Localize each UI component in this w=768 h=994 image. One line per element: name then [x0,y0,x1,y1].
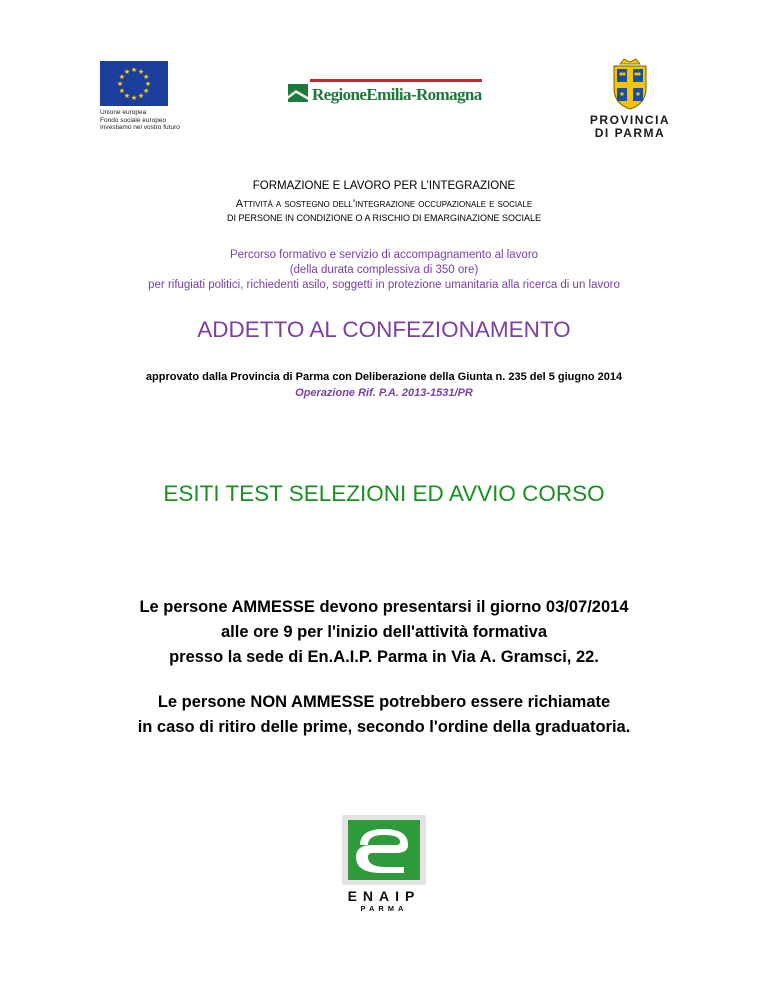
header-line-1: FORMAZIONE E LAVORO PER L’INTEGRAZIONE [252,180,516,192]
regione-red-line [310,79,482,82]
eu-caption [100,109,180,132]
provincia-text [578,114,682,139]
eu-star-icon: ★ [137,93,145,101]
results-title: ESITI TEST SELEZIONI ED AVVIO CORSO [163,481,605,506]
admitted-line: presso la sede di En.A.I.P. Parma in Via A. Gramsci, 22. [169,648,599,666]
regione-text: RegioneEmilia-Romagna [312,85,482,104]
eu-logo [100,61,180,132]
enaip-mark-icon [342,815,426,885]
eu-star-icon: ★ [118,88,126,95]
eu-star-icon: ★ [144,81,152,88]
not-admitted-line: in caso di ritiro delle prime, secondo l'ordine della graduatoria. [137,718,631,736]
eu-star-icon: ★ [130,95,138,102]
enaip-logo [338,815,430,915]
eu-star-icon: ★ [137,68,145,76]
course-description-line: Percorso formativo e servizio di accompagnamento al lavoro [229,249,539,261]
operation-reference: Operazione Rif. P.A. 2013-1531/PR [295,387,473,399]
eu-star-icon: ★ [123,68,131,76]
eu-caption-line: Unione europea [100,109,147,116]
eu-stars-icon [100,61,168,106]
provincia-line: DI PARMA [594,125,666,140]
eu-flag-icon [100,61,168,106]
course-description [0,248,768,293]
provincia-crest-icon [610,58,650,110]
eu-caption-line: Fondo sociale europeo [100,116,167,124]
approval-note: approvato dalla Provincia di Parma con Deliberazione della Giunta n. 235 del 5 giugno 2014 [145,371,623,383]
eu-star-icon: ★ [118,74,126,81]
admitted-line: Le persone AMMESSE devono presentarsi il giorno 03/07/2014 [139,598,629,616]
eu-star-icon: ★ [116,81,124,88]
not-admitted-notice [0,690,768,740]
regione-logo [288,79,483,105]
eu-star-icon: ★ [123,93,131,101]
not-admitted-line: Le persone NON AMMESSE potrebbero essere richiamate [157,693,611,711]
eu-caption-line: Investiamo nel vostro futuro [100,124,180,131]
course-description-line: (della durata complessiva di 350 ore) [289,264,479,276]
eu-star-icon: ★ [130,67,138,74]
course-description-line: per rifugiati politici, richiedenti asilo, soggetti in protezione umanitaria alla ricerca di un lavoro [148,279,620,291]
course-title: ADDETTO AL CONFEZIONAMENTO [197,317,571,342]
eu-star-icon: ★ [142,74,150,81]
enaip-city: PARMA [360,904,408,913]
eu-star-icon: ★ [142,88,150,95]
enaip-name: ENAIP [347,888,421,904]
provincia-line: PROVINCIA [589,113,671,127]
provincia-logo [578,58,682,139]
admitted-notice [0,595,768,670]
header-line-2: Attività a sostegno dell’integrazione occupazionale e sociale [235,198,533,210]
header-line-3: DI PERSONE IN CONDIZIONE O A RISCHIO DI EMARGINAZIONE SOCIALE [226,213,542,223]
admitted-line: alle ore 9 per l'inizio dell'attività formativa [220,623,548,641]
regione-mark-icon [288,84,308,102]
